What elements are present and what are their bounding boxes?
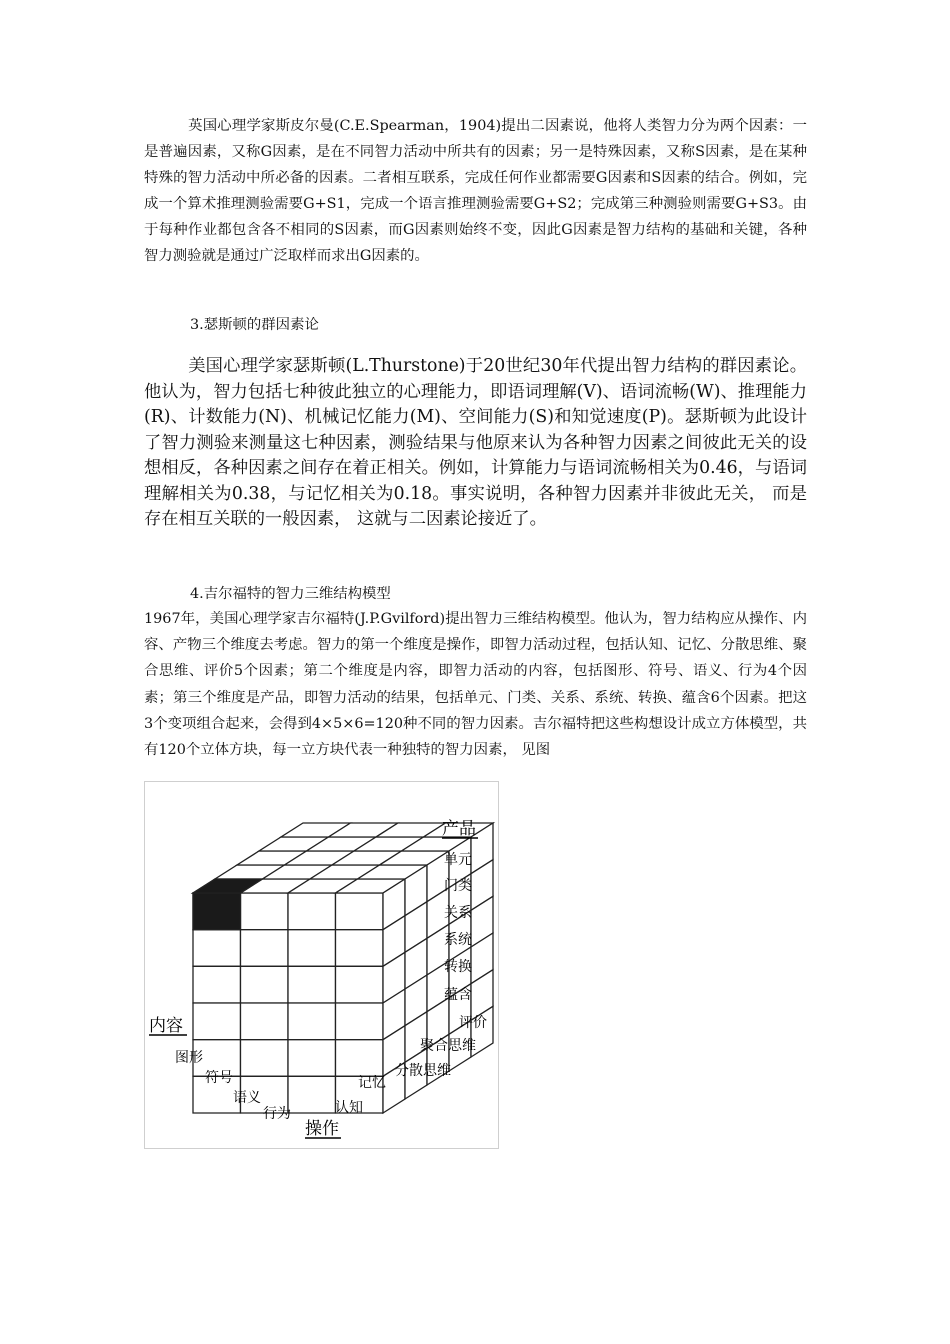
contents-title: 内容: [149, 1016, 183, 1036]
cube-front-cell: [241, 1003, 289, 1040]
heading-guilford: 4.吉尔福特的智力三维结构模型: [190, 586, 391, 602]
cube-front-cell: [336, 930, 384, 967]
cube-front-cell: [288, 1003, 336, 1040]
cube-front-cell: [288, 966, 336, 1003]
cube-front-cell: [193, 930, 241, 967]
content-label: 行为: [263, 1106, 291, 1122]
product-label: 系统: [444, 932, 472, 948]
cube-front-cell: [193, 1003, 241, 1040]
product-label: 单元: [444, 852, 472, 868]
operation-label: 分散思维: [395, 1063, 451, 1079]
guilford-cube-diagram: [145, 782, 500, 1150]
cube-front-cell: [288, 930, 336, 967]
product-label: 蕴含: [444, 987, 472, 1003]
cube-front-cell: [336, 1040, 384, 1077]
paragraph-spearman: 英国心理学家斯皮尔曼(C.E.Spearman，1904)提出二因素说，他将人类智力分为两个因素：一是普遍因素，又称G因素，是在不同智力活动中所共有的因素；另一是特殊因素，又称S因素，是在某种特殊的智力活动中所必备的因素。二者相互联系，完成任何作业都需要G因素和S因素的结合。例如，完成一个算术推理测验需要G+S1，完成一个语言推理测验需要G+S2；完成第三种测验则需要G+S3。由于每种作业都包含各不相同的S因素，而G因素则始终不变，因此G因素是智力结构的基础和关键，各种智力测验就是通过广泛取样而求出G因素的。: [144, 118, 807, 264]
product-label: 关系: [444, 905, 472, 921]
content-label: 图形: [175, 1050, 203, 1066]
cube-front-cell: [336, 1003, 384, 1040]
paragraph-guilford: 1967年，美国心理学家吉尔福特(J.P.Gvilford)提出智力三维结构模型。他认为，智力结构应从操作、内容、产物三个维度去考虑。智力的第一个维度是操作，即智力活动过程，包括认知、记忆、分散思维、聚合思维、评价5个因素；第二个维度是内容，即智力活动的内容，包括图形、符号、语义、行为4个因素；第三个维度是产品，即智力活动的结果，包括单元、门类、关系、系统、转换、蕴含6个因素。把这3个变项组合起来，会得到4×5×6=120种不同的智力因素。吉尔福特把这些构想设计成立方体模型，共有120个立体方块，每一立方块代表一种独特的智力因素， 见图: [144, 611, 807, 759]
cube-front-cell: [288, 1076, 336, 1113]
cube-front-cell: [336, 966, 384, 1003]
content-label: 符号: [205, 1070, 233, 1086]
cube-front-cell: [241, 966, 289, 1003]
content-label: 语义: [233, 1090, 261, 1106]
operation-label: 评价: [459, 1015, 487, 1031]
cube-front-cell: [241, 893, 289, 930]
cube-front-cell: [241, 930, 289, 967]
cube-front-cell: [241, 1040, 289, 1077]
operation-label: 记忆: [358, 1075, 386, 1091]
operation-label: 认知: [335, 1100, 363, 1116]
operation-label: 聚合思维: [420, 1038, 476, 1054]
heading-thurstone: 3.瑟斯顿的群因素论: [190, 317, 319, 333]
products-title: 产品: [442, 819, 476, 839]
cube-front-cell: [288, 893, 336, 930]
cube-front-cell: [336, 893, 384, 930]
cube-front-cell: [288, 1040, 336, 1077]
cube-front-cell: [193, 966, 241, 1003]
highlighted-factor-cell: [193, 893, 241, 930]
guilford-cube-figure: [144, 781, 499, 1149]
paragraph-thurstone: 美国心理学家瑟斯顿(L.Thurstone)于20世纪30年代提出智力结构的群因素论。他认为，智力包括七种彼此独立的心理能力，即语词理解(V)、语词流畅(W)、推理能力(R)、计数能力(N)、机械记忆能力(M)、空间能力(S)和知觉速度(P)。瑟斯顿为此设计了智力测验来测量这七种因素，测验结果与他原来认为各种智力因素之间彼此无关的设想相反，各种因素之间存在着正相关。例如，计算能力与语词流畅相关为0.46，与语词理解相关为0.38，与记忆相关为0.18。事实说明，各种智力因素并非彼此无关， 而是存在相互关联的一般因素， 这就与二因素论接近了。: [144, 356, 807, 529]
operations-title: 操作: [305, 1119, 339, 1139]
product-label: 门类: [444, 878, 472, 894]
product-label: 转换: [444, 959, 472, 975]
